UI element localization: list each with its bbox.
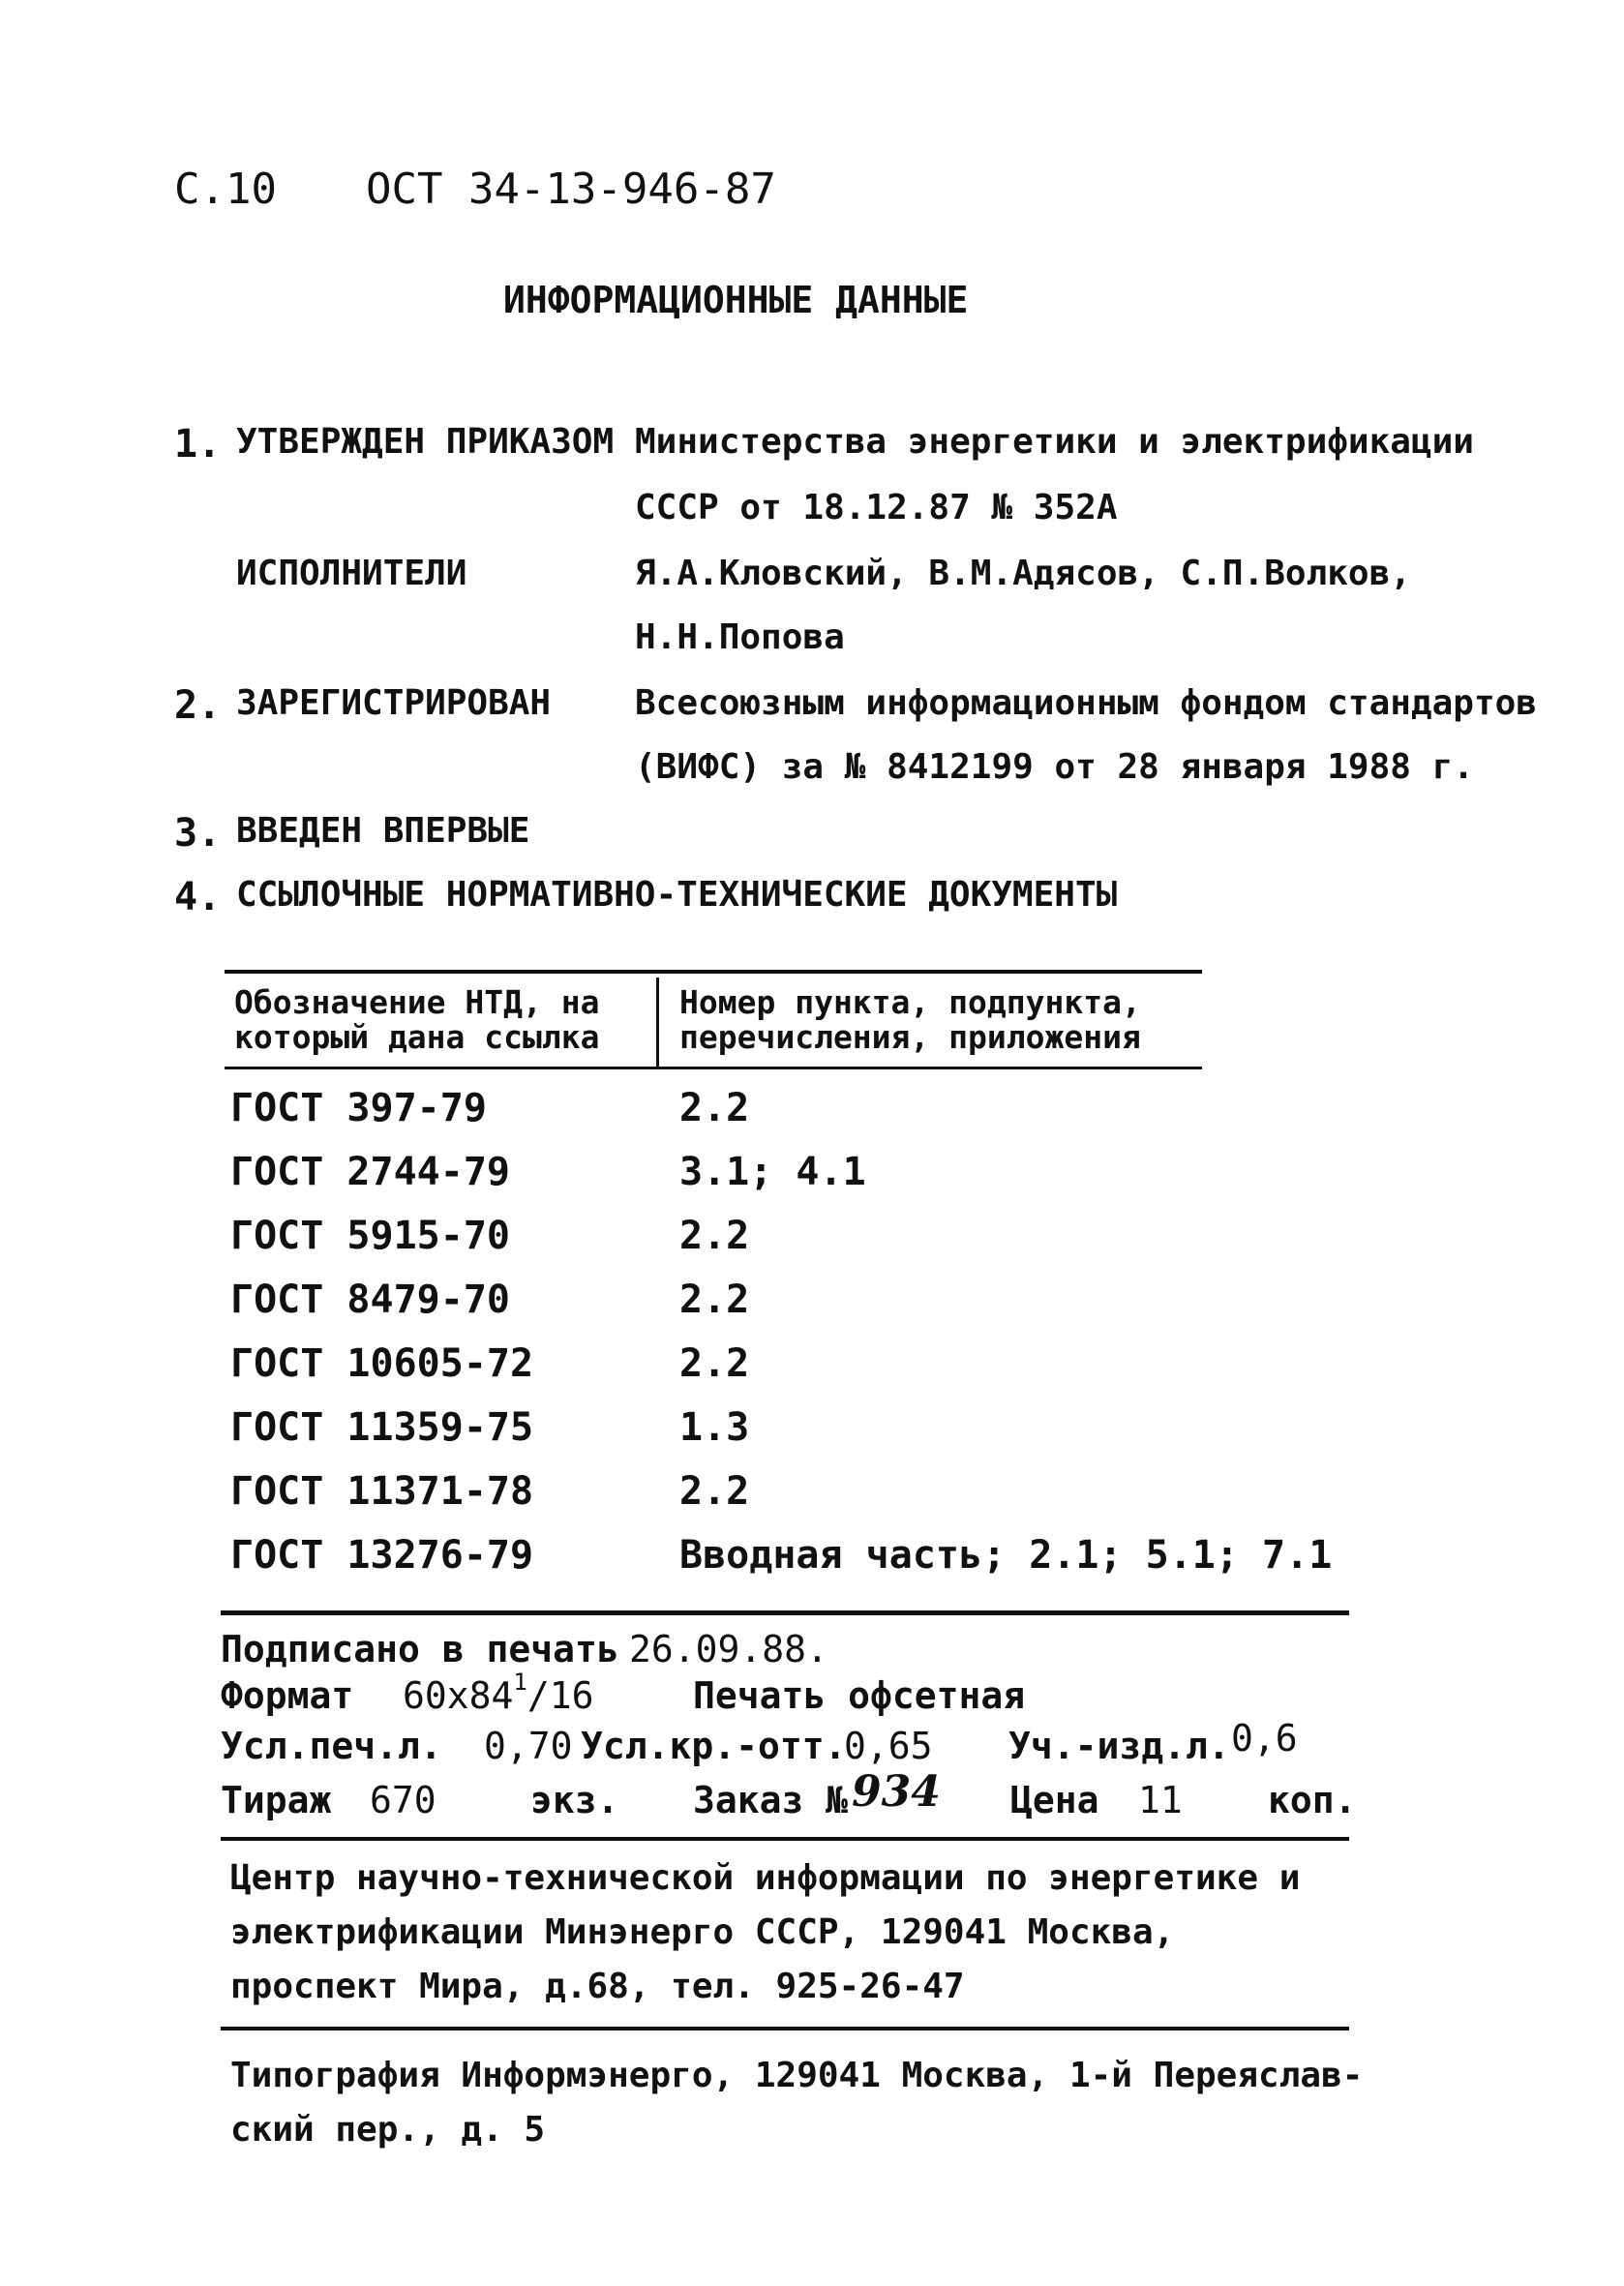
item-number-1: 1.: [174, 422, 222, 466]
printing-house-line2: ский пер., д. 5: [230, 2110, 546, 2150]
tirazh-unit: экз.: [530, 1779, 619, 1821]
price-value: 11: [1138, 1779, 1183, 1821]
table-row-doc: ГОСТ 13276-79: [230, 1533, 534, 1578]
table-row-doc: ГОСТ 10605-72: [230, 1341, 534, 1386]
table-row-doc: ГОСТ 5915-70: [230, 1214, 510, 1258]
uch-izd-label: Уч.-изд.л.: [1008, 1725, 1230, 1767]
table-row-clause: 2.2: [679, 1278, 750, 1322]
imprint-mid-rule: [221, 1837, 1349, 1841]
registered-text-line2: (ВИФС) за № 8412199 от 28 января 1988 г.: [635, 747, 1474, 787]
item-number-3: 3.: [174, 811, 222, 856]
approved-label: УТВЕРЖДЕН ПРИКАЗОМ: [236, 422, 615, 462]
registered-text-line1: Всесоюзным информационным фондом стандартов: [635, 683, 1537, 723]
order-number-handwritten: 934: [852, 1767, 941, 1817]
usl-pech-label: Усл.печ.л.: [221, 1725, 442, 1767]
usl-pech-value: 0,70: [484, 1725, 573, 1767]
item-number-2: 2.: [174, 683, 222, 728]
price-unit: коп.: [1268, 1779, 1357, 1821]
table-row-clause: 2.2: [679, 1086, 750, 1130]
table-row-clause: 2.2: [679, 1341, 750, 1386]
page-title: ИНФОРМАЦИОННЫЕ ДАННЫЕ: [503, 279, 969, 321]
header-col1-line1: Обозначение НТД, на: [234, 983, 600, 1021]
item-number-4: 4.: [174, 875, 222, 919]
references-label: ССЫЛОЧНЫЕ НОРМАТИВНО-ТЕХНИЧЕСКИЕ ДОКУМЕНТЫ: [236, 875, 1118, 915]
table-row-doc: ГОСТ 11359-75: [230, 1405, 534, 1450]
imprint-bottom-rule: [221, 2027, 1349, 2030]
order-label: Заказ №: [693, 1779, 849, 1821]
printing-house-line1: Типография Информэнерго, 129041 Москва, 1-й Переяслав-: [230, 2056, 1364, 2095]
signed-label: Подписано в печать: [221, 1628, 619, 1670]
table-row-doc: ГОСТ 8479-70: [230, 1278, 510, 1322]
executors-text-line2: Н.Н.Попова: [635, 617, 845, 657]
header-col1-line2: который дана ссылка: [234, 1018, 600, 1056]
table-row-clause: Вводная часть; 2.1; 5.1; 7.1: [679, 1533, 1333, 1578]
usl-kr-label: Усл.кр.-отт.: [581, 1725, 847, 1767]
executors-text-line1: Я.А.Кловский, В.М.Адясов, С.П.Волков,: [635, 554, 1411, 593]
price-label: Цена: [1010, 1779, 1099, 1821]
page-number: С.10: [174, 165, 277, 214]
executors-label: ИСПОЛНИТЕЛИ: [236, 554, 467, 593]
tirazh-value: 670: [370, 1779, 436, 1821]
table-header-divider: [656, 978, 659, 1068]
print-type: Печать офсетная: [693, 1674, 1026, 1717]
table-row-doc: ГОСТ 397-79: [230, 1086, 487, 1130]
usl-kr-value: 0,65: [844, 1725, 933, 1767]
table-row-clause: 2.2: [679, 1469, 750, 1514]
header-col2-line1: Номер пункта, подпункта,: [679, 983, 1141, 1021]
standard-code: ОСТ 34-13-946-87: [366, 165, 776, 214]
registered-label: ЗАРЕГИСТРИРОВАН: [236, 683, 552, 723]
uch-izd-value: 0,6: [1231, 1717, 1298, 1760]
imprint-top-rule: [221, 1610, 1349, 1615]
table-row-clause: 1.3: [679, 1405, 750, 1450]
table-row-doc: ГОСТ 11371-78: [230, 1469, 534, 1514]
publisher-line3: проспект Мира, д.68, тел. 925-26-47: [230, 1967, 965, 2006]
table-header-rule: [225, 1067, 1202, 1069]
format-value: $60х84^1/16$: [403, 1669, 594, 1717]
table-row-clause: 2.2: [679, 1214, 750, 1258]
publisher-line2: электрификации Минэнерго СССР, 129041 Москва,: [230, 1912, 1175, 1952]
approved-text-line2: СССР от 18.12.87 № 352А: [635, 488, 1118, 527]
table-row-clause: 3.1; 4.1: [679, 1150, 866, 1194]
publisher-line1: Центр научно-технической информации по энергетике и: [230, 1858, 1301, 1898]
header-col2-line2: перечисления, приложения: [679, 1018, 1141, 1056]
table-top-rule: [225, 970, 1202, 974]
format-label: Формат: [221, 1674, 354, 1717]
table-row-doc: ГОСТ 2744-79: [230, 1150, 510, 1194]
tirazh-label: Тираж: [221, 1779, 332, 1821]
signed-date: 26.09.88.: [629, 1628, 828, 1670]
introduced-label: ВВЕДЕН ВПЕРВЫЕ: [236, 811, 530, 851]
approved-text-line1: Министерства энергетики и электрификации: [635, 422, 1474, 462]
